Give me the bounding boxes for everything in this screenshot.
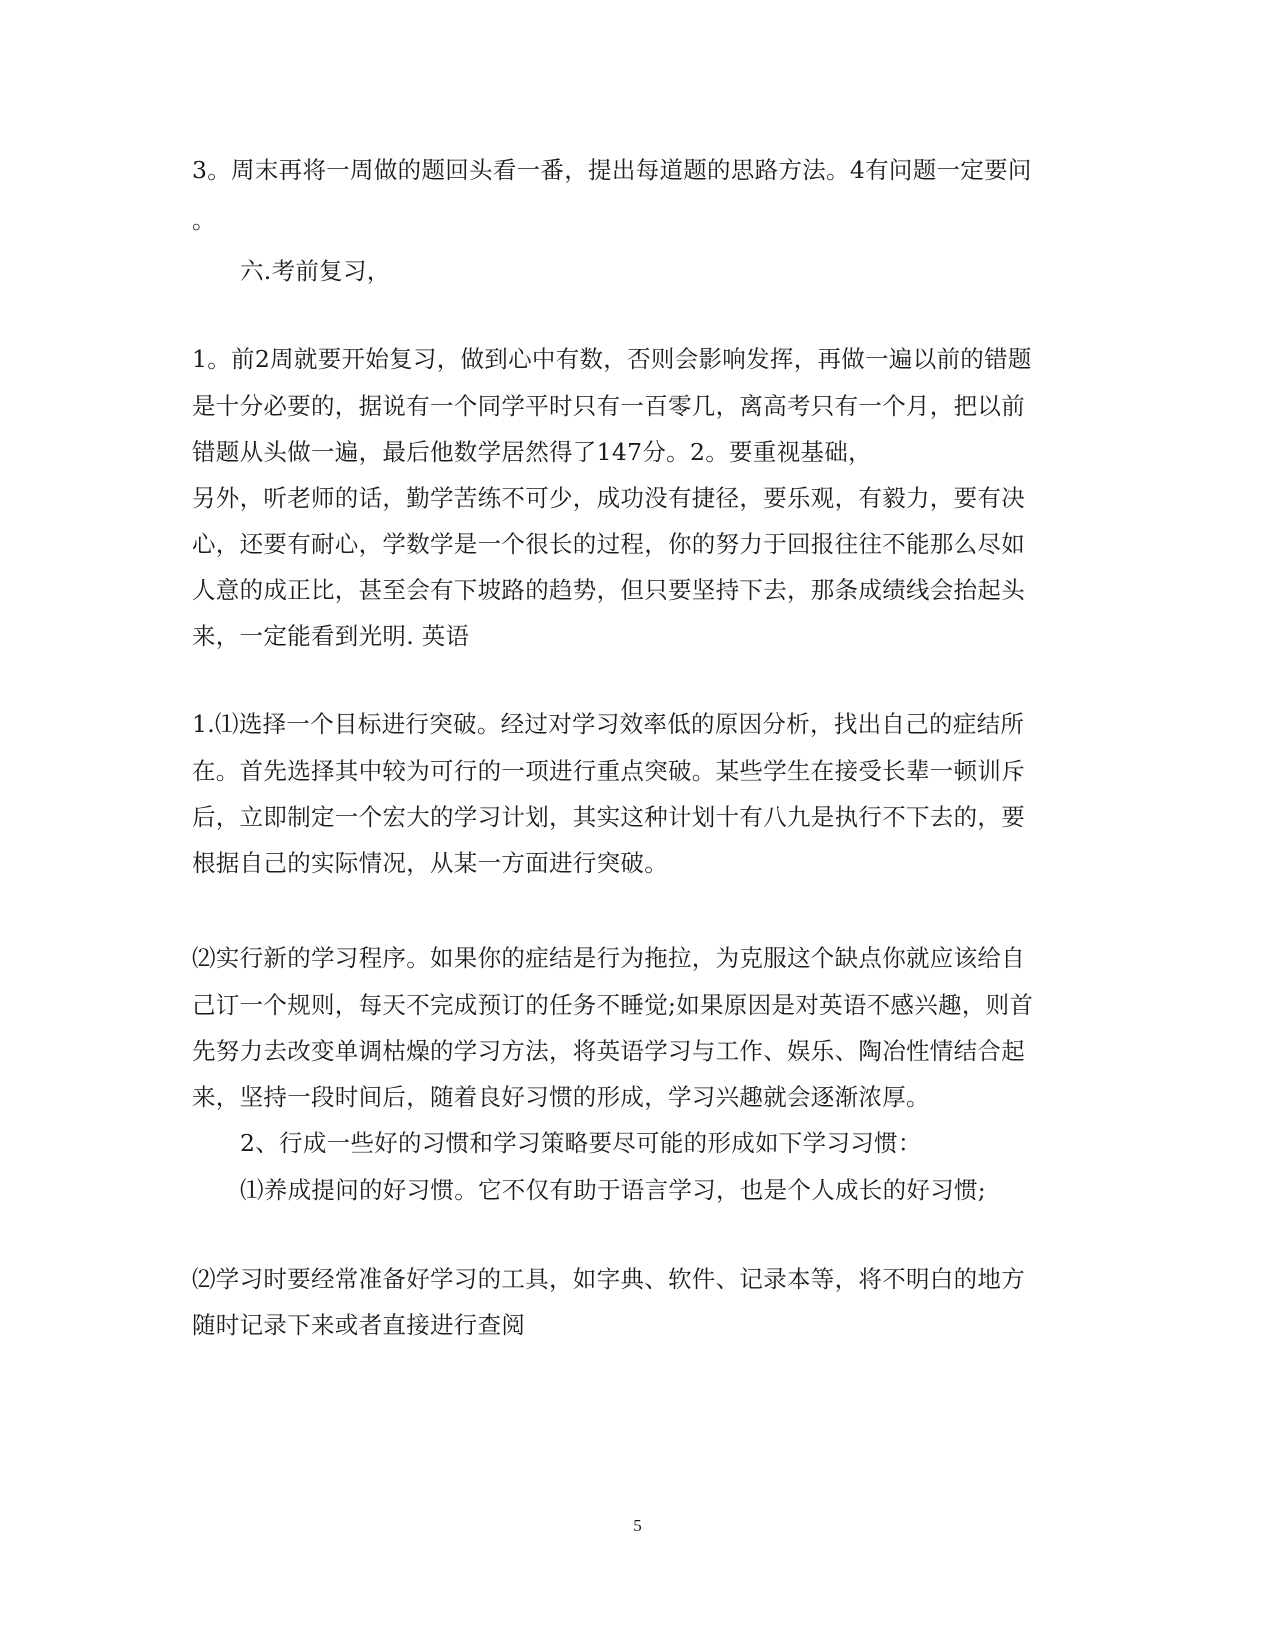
- page-number: 5: [633, 1516, 642, 1535]
- text-line: 根据自己的实际情况，从某一方面进行突破。: [192, 849, 668, 877]
- text-line: 。: [192, 206, 216, 234]
- text-line: 1.⑴选择一个目标进行突破。经过对学习效率低的原因分析，找出自己的症结所: [192, 710, 1025, 738]
- text-line: 来，坚持一段时间后，随着良好习惯的形成，学习兴趣就会逐渐浓厚。: [192, 1083, 930, 1111]
- text-line: 后，立即制定一个宏大的学习计划，其实这种计划十有八九是执行不下去的，要: [192, 803, 1025, 831]
- text-line: 先努力去改变单调枯燥的学习方法，将英语学习与工作、娱乐、陶冶性情结合起: [192, 1037, 1025, 1065]
- text-line: 在。首先选择其中较为可行的一项进行重点突破。某些学生在接受长辈一顿训斥: [192, 757, 1025, 785]
- text-line: 1。前2周就要开始复习，做到心中有数，否则会影响发挥，再做一遍以前的错题: [192, 345, 1032, 373]
- text-line: 心，还要有耐心，学数学是一个很长的过程，你的努力于回报往往不能那么尽如: [192, 530, 1025, 558]
- text-line: 另外，听老师的话，勤学苦练不可少，成功没有捷径，要乐观，有毅力，要有决: [192, 484, 1025, 512]
- text-line: 3。周末再将一周做的题回头看一番，提出每道题的思路方法。4有问题一定要问: [192, 156, 1032, 184]
- text-line: 是十分必要的，据说有一个同学平时只有一百零几，离高考只有一个月，把以前: [192, 392, 1025, 420]
- text-line: 人意的成正比，甚至会有下坡路的趋势，但只要坚持下去，那条成绩线会抬起头: [192, 576, 1025, 604]
- text-line: ⑵学习时要经常准备好学习的工具，如字典、软件、记录本等，将不明白的地方: [192, 1265, 1025, 1293]
- text-line: ⑴养成提问的好习惯。它不仅有助于语言学习，也是个人成长的好习惯;: [240, 1176, 987, 1204]
- text-line: 己订一个规则，每天不完成预订的任务不睡觉;如果原因是对英语不感兴趣，则首: [192, 991, 1034, 1019]
- text-line: 来，一定能看到光明. 英语: [192, 622, 470, 650]
- text-line: 随时记录下来或者直接进行查阅: [192, 1311, 526, 1339]
- text-line: 错题从头做一遍，最后他数学居然得了147分。2。要重视基础，: [192, 438, 872, 466]
- text-line: ⑵实行新的学习程序。如果你的症结是行为拖拉，为克服这个缺点你就应该给自: [192, 944, 1025, 972]
- section-heading: 六.考前复习，: [240, 257, 391, 285]
- text-line: 2、行成一些好的习惯和学习策略要尽可能的形成如下学习习惯：: [240, 1129, 922, 1157]
